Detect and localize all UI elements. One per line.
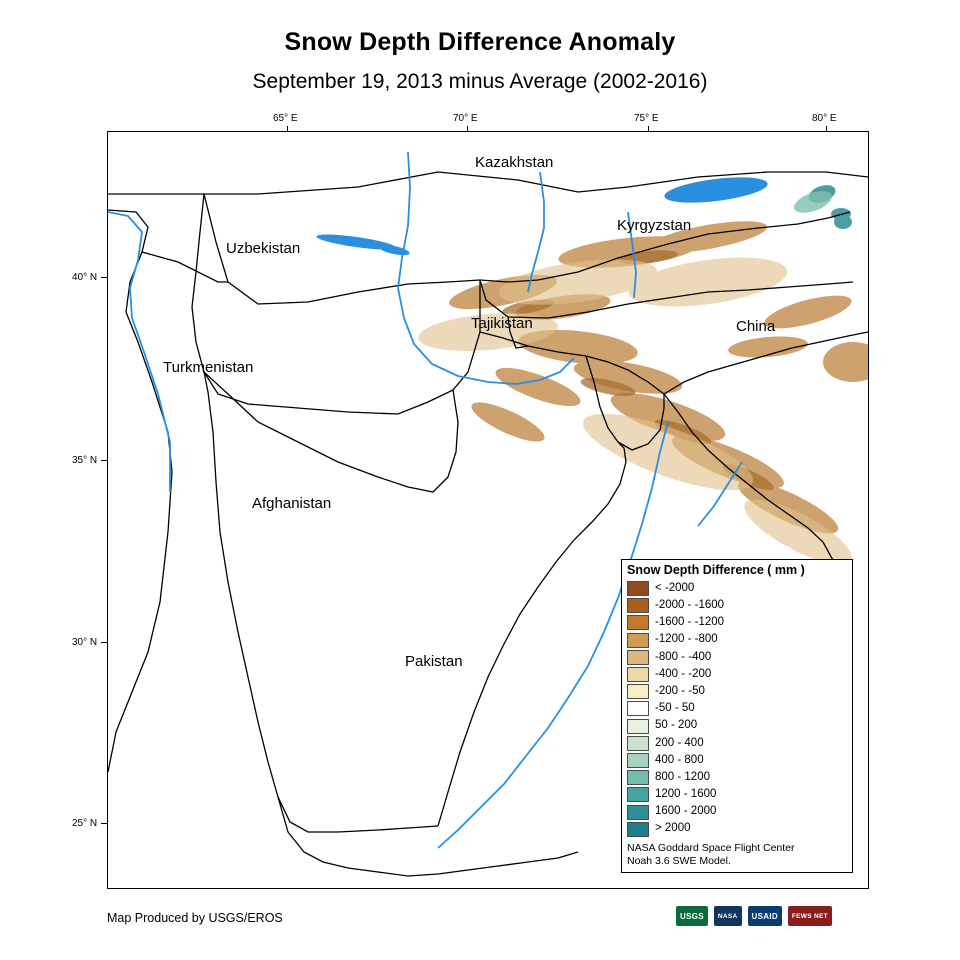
legend-item [627,821,848,838]
legend-label: -400 - -200 [655,667,712,680]
legend-label: 50 - 200 [655,719,698,732]
legend-note-line1: NASA Goddard Space Flight Center [627,841,795,854]
legend-label: 1200 - 1600 [655,788,717,801]
legend-swatch [627,736,649,751]
lon-tick-75: 75° E [634,113,659,124]
label-afghanistan: Afghanistan [252,495,332,512]
lon-tick-80: 80° E [812,113,837,124]
legend-label: -800 - -400 [655,650,712,663]
fewsnet-logo: FEWS NET [788,906,832,926]
legend-item [627,632,848,649]
lat-tick-30: 30° N [72,637,98,648]
legend-label: 200 - 400 [655,736,704,749]
label-china: China [736,318,776,335]
label-kazakhstan: Kazakhstan [475,154,554,171]
legend-item [627,718,848,735]
legend-swatch [627,805,649,820]
legend-swatch [627,770,649,785]
legend-swatch [627,667,649,682]
legend-swatch [627,581,649,596]
legend-label: -1600 - -1200 [655,616,725,629]
legend-item [627,683,848,700]
legend-swatch [627,650,649,665]
legend-note-line2: Noah 3.6 SWE Model. [627,854,731,867]
legend-title: Snow Depth Difference ( mm ) [627,563,805,577]
legend-swatch [627,753,649,768]
legend-swatch [627,719,649,734]
legend-swatch [627,701,649,716]
legend-label: -1200 - -800 [655,633,718,646]
usgs-logo: USGS [676,906,708,926]
legend-item [627,786,848,803]
legend-label: 800 - 1200 [655,770,710,783]
lat-tick-40: 40° N [72,272,98,283]
nasa-logo: NASA [714,906,742,926]
legend-item [627,769,848,786]
legend-swatch [627,684,649,699]
legend-swatch [627,822,649,837]
lat-tick-25: 25° N [72,818,98,829]
legend-label: 400 - 800 [655,753,704,766]
label-kyrgyzstan: Kyrgyzstan [617,217,692,234]
legend-item [627,803,848,820]
legend-note [627,842,848,868]
legend-label: < -2000 [655,581,695,594]
label-uzbekistan: Uzbekistan [226,240,301,257]
legend-label: > 2000 [655,822,691,835]
page-title: Snow Depth Difference Anomaly [284,28,676,56]
label-tajikistan: Tajikistan [471,315,533,332]
legend-item [627,580,848,597]
legend-swatch [627,615,649,630]
legend-swatch [627,598,649,613]
logo-strip [676,906,832,926]
legend-item [627,700,848,717]
legend-item [627,735,848,752]
legend-label: -200 - -50 [655,684,705,697]
lon-tick-70: 70° E [453,113,478,124]
legend-label: -2000 - -1600 [655,599,725,612]
label-pakistan: Pakistan [405,653,463,670]
legend-item [627,649,848,666]
page-subtitle: September 19, 2013 minus Average (2002-2016) [252,70,708,93]
label-turkmenistan: Turkmenistan [163,359,254,376]
legend-item [627,752,848,769]
producer-credit: Map Produced by USGS/EROS [107,911,283,925]
legend-label: 1600 - 2000 [655,805,717,818]
legend-swatch [627,633,649,648]
legend-item [627,597,848,614]
lat-tick-35: 35° N [72,455,98,466]
usaid-logo: USAID [748,906,782,926]
legend-item [627,666,848,683]
lon-tick-65: 65° E [273,113,298,124]
map-legend [621,559,853,873]
legend-label: -50 - 50 [655,702,695,715]
legend-item [627,614,848,631]
legend-swatch [627,787,649,802]
